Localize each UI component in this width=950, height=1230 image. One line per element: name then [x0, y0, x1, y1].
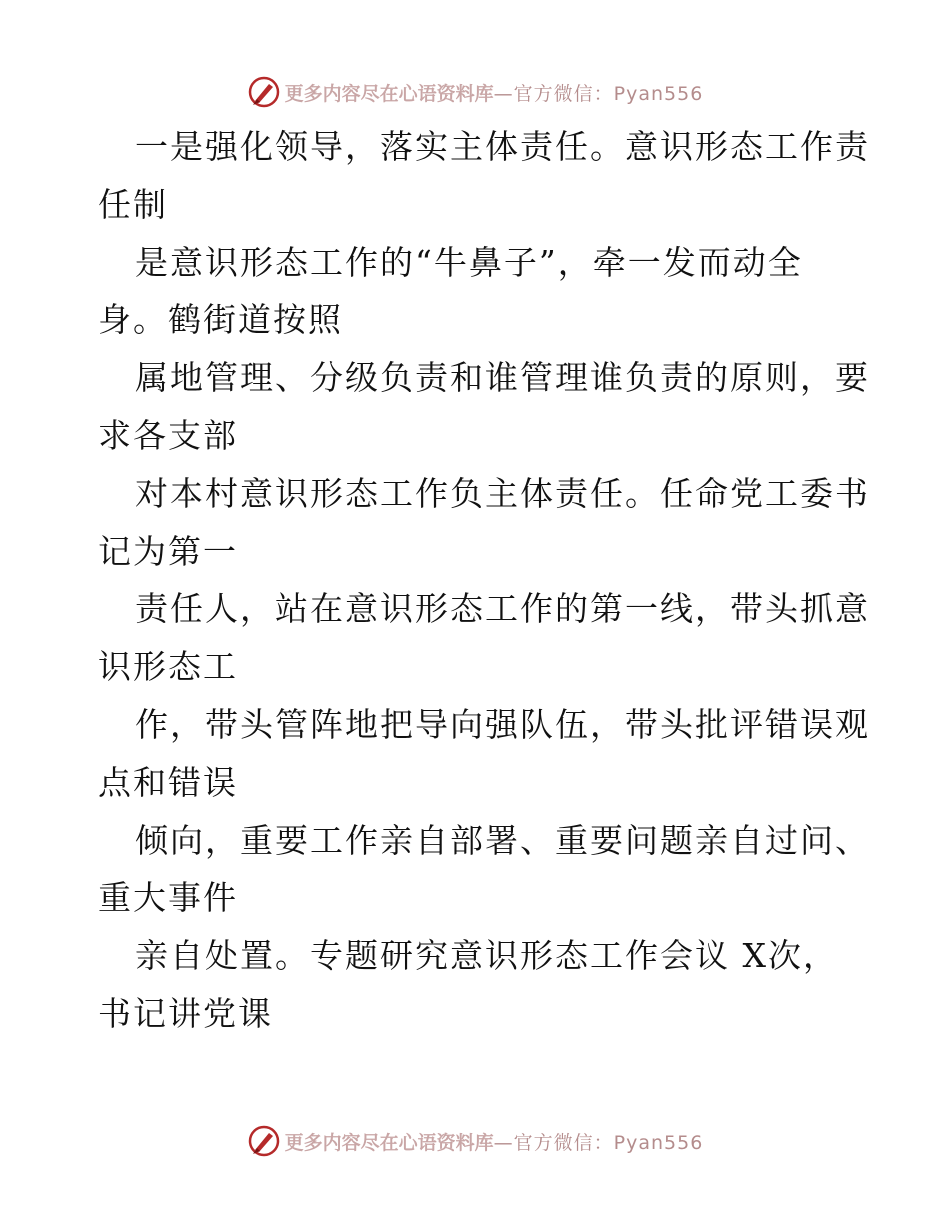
footer-watermark-sub: —官方微信：Pyan556 [493, 1131, 704, 1154]
footer-watermark-main: 更多内容尽在心语资料库 [284, 1131, 494, 1154]
body-line: 任制 [98, 184, 168, 224]
body-line: 属地管理、分级负责和谁管理谁负责的原则，要 [135, 358, 870, 398]
body-line: 书记讲党课 [98, 993, 273, 1033]
header-watermark [0, 72, 950, 112]
body-line: 责任人，站在意识形态工作的第一线，带头抓意 [135, 589, 870, 629]
body-line: 是意识形态工作的“牛鼻子”，牵一发而动全 [135, 242, 803, 282]
body-line: 身。鹤街道按照 [98, 300, 343, 340]
body-line: 求各支部 [98, 415, 238, 455]
body-line: 作，带头管阵地把导向强队伍，带头批评错误观 [135, 704, 870, 744]
body-line: 亲自处置。专题研究意识形态工作会议 X次， [135, 936, 838, 976]
body-line: 点和错误 [98, 762, 238, 802]
body-line: 记为第一 [98, 531, 238, 571]
header-watermark-main: 更多内容尽在心语资料库 [284, 82, 494, 105]
body-line: 识形态工 [98, 647, 238, 687]
body-line: 倾向，重要工作亲自部署、重要问题亲自过问、 [135, 820, 870, 860]
header-watermark-sub: —官方微信：Pyan556 [493, 82, 704, 105]
pen-logo-icon [247, 1124, 281, 1158]
body-line: 对本村意识形态工作负主体责任。任命党工委书 [135, 473, 870, 513]
body-line: 重大事件 [98, 878, 238, 918]
footer-watermark [0, 1121, 950, 1161]
pen-logo-icon [247, 75, 281, 109]
document-body [98, 118, 870, 1043]
body-line: 一是强化领导，落实主体责任。意识形态工作责 [135, 127, 870, 166]
